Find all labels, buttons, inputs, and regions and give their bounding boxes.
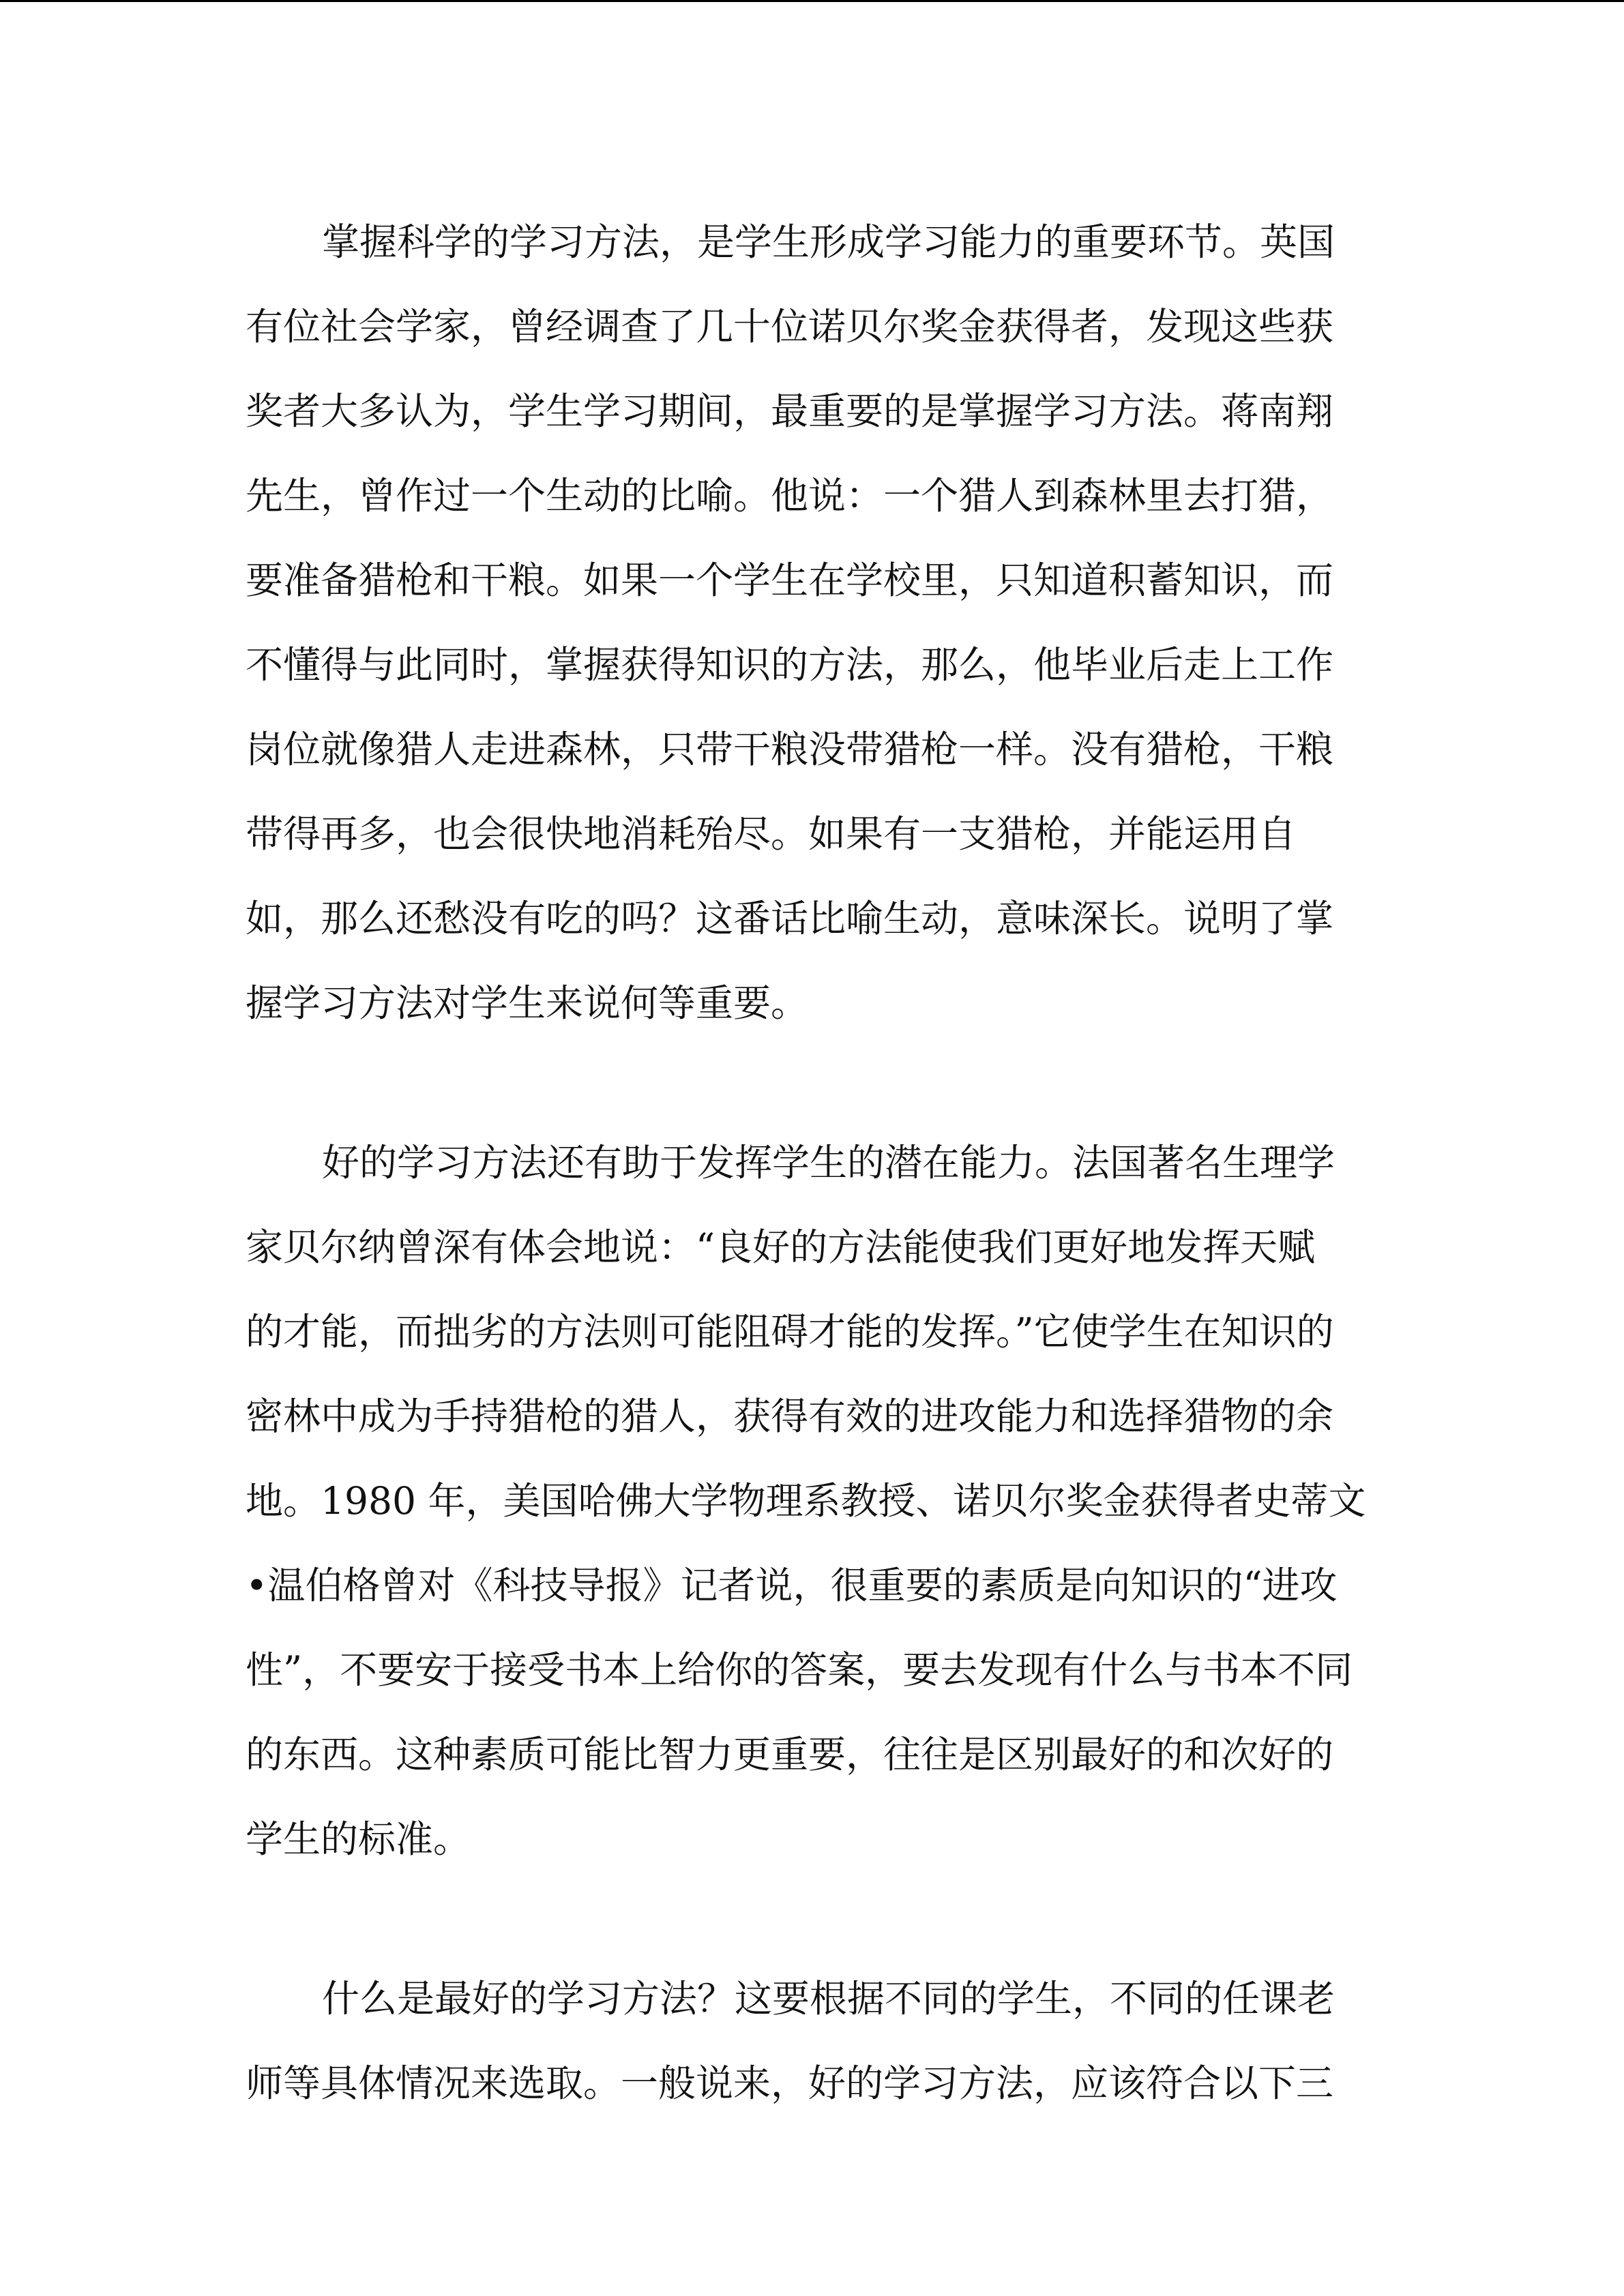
text-line: 有位社会学家，曾经调查了几十位诺贝尔奖金获得者，发现这些获 (246, 305, 1334, 348)
text-line: 的东西。这种素质可能比智力更重要，往往是区别最好的和次好的 (246, 1733, 1334, 1776)
text-line: 地。1980 年，美国哈佛大学物理系教授、诺贝尔奖金获得者史蒂文 (246, 1479, 1366, 1523)
text-line: 什么是最好的学习方法？这要根据不同的学生，不同的任课老 (322, 1977, 1335, 2021)
text-line: 握学习方法对学生来说何等重要。 (246, 981, 809, 1025)
text-line: 掌握科学的学习方法，是学生形成学习能力的重要环节。英国 (322, 220, 1335, 264)
text-line: 好的学习方法还有助于发挥学生的潜在能力。法国著名生理学 (322, 1141, 1335, 1184)
text-line: 奖者大多认为，学生学习期间，最重要的是掌握学习方法。蒋南翔 (246, 389, 1334, 433)
text-line: 性”，不要安于接受书本上给你的答案，要去发现有什么与书本不同 (246, 1648, 1353, 1692)
text-line: 如，那么还愁没有吃的吗？这番话比喻生动，意味深长。说明了掌 (246, 897, 1334, 940)
paragraph-2 (246, 1120, 1378, 1881)
text-line: •温伯格曾对《科技导报》记者说，很重要的素质是向知识的“进攻 (246, 1564, 1338, 1607)
paragraph-1 (246, 200, 1378, 1045)
text-line: 学生的标准。 (246, 1817, 471, 1861)
text-line: 密林中成为手持猎枪的猎人，获得有效的进攻能力和选择猎物的余 (246, 1395, 1334, 1438)
text-line: 要准备猎枪和干粮。如果一个学生在学校里，只知道积蓄知识，而 (246, 558, 1334, 602)
text-line: 师等具体情况来选取。一般说来，好的学习方法，应该符合以下三 (246, 2061, 1334, 2105)
text-line: 先生，曾作过一个生动的比喻。他说：一个猎人到森林里去打猎， (246, 474, 1334, 518)
text-line: 的才能，而拙劣的方法则可能阻碍才能的发挥。”它使学生在知识的 (246, 1310, 1334, 1354)
text-line: 不懂得与此同时，掌握获得知识的方法，那么，他毕业后走上工作 (246, 643, 1334, 687)
paragraph-3 (246, 1956, 1378, 2126)
text-line: 家贝尔纳曾深有体会地说：“良好的方法能使我们更好地发挥天赋 (246, 1225, 1316, 1269)
text-line: 带得再多，也会很快地消耗殆尽。如果有一支猎枪，并能运用自 (246, 812, 1297, 856)
document-body (246, 200, 1378, 2201)
text-line: 岗位就像猎人走进森林，只带干粮没带猎枪一样。没有猎枪，干粮 (246, 728, 1334, 771)
